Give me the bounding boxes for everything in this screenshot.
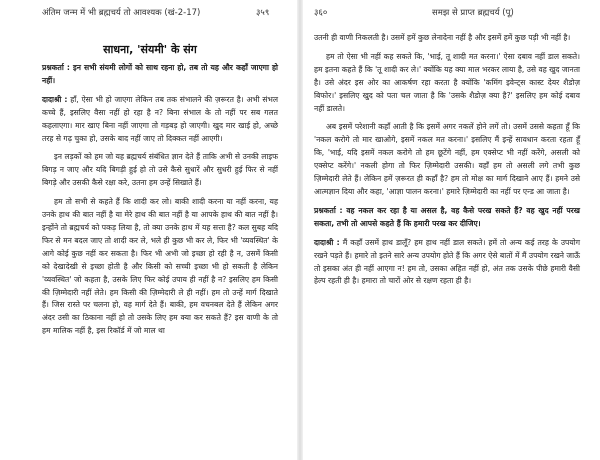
running-header: समझ से प्राप्त ब्रह्मचर्य (पू) xyxy=(432,8,514,18)
speaker-label: प्रश्नकर्ता : xyxy=(42,63,70,72)
page-body xyxy=(42,62,278,344)
speaker-label: दादाश्री : xyxy=(314,237,340,247)
paragraph-text: इन सभी संयमी लोगों को साथ रहना हो, तब तो यह और कहाँ जाएगा हो नहीं। xyxy=(42,63,278,85)
page-number: ३५९ xyxy=(256,8,270,18)
section-title: साधना, 'संयमी' के संग xyxy=(103,43,197,56)
right-page xyxy=(300,0,600,460)
dialogue-paragraph xyxy=(314,237,580,289)
speaker-label: प्रश्नकर्ता : xyxy=(314,205,343,215)
body-paragraph xyxy=(314,51,580,116)
dialogue-paragraph xyxy=(42,94,278,146)
paragraph-text: इन लड़कों को हम जो यह ब्रह्मचर्य संबंधित ज्ञान देते हैं ताकि अभी से उनकी लाइफ बिगड़ न जाए और यदि बिगड़ी हुई हो तो उसे कैसे सुधारें और सुधरी हुई फिर से नहीं बिगड़े और उसकी कैसे रक्षा करे, उतना हम उन्हें सिखाते हैं। xyxy=(42,152,278,188)
paragraph-text: मैं कहाँ उसमें हाथ डालूँ? हम हाथ नहीं डाल सकते। हमें तो अन्य कई तरह के उपयोग रखने पड़ते हैं। हमारे तो इतने सारे अन्य उपयोग होते हैं कि अगर ऐसे बातों में मैं उपयोग रखने जाऊँ तो इसका अंत ही नहीं आएगा न! हम तो, उसका अहित नहीं हो, अंत तक उसके पीछे हमारी वैसी हेल्प रहती ही है। हमारा तो चारों ओर से रक्षण रहता ही है। xyxy=(314,237,580,286)
running-header: अंतिम जन्म में भी ब्रह्मचर्य तो आवश्यक (खं-2-17) xyxy=(42,8,201,18)
page-body xyxy=(314,32,580,294)
body-paragraph xyxy=(42,196,278,338)
body-paragraph xyxy=(42,151,278,190)
dialogue-paragraph xyxy=(42,62,278,88)
paragraph-text: अब इसमें परेशानी कहाँ आती है कि इसमें अगर नकलें होने लगें तो। उसमें उससे कहता हूँ कि 'नकल करोगे तो मार खाओगे, इसमें नकल मत करना।' इसलिए मैं इन्हें सावधान करता रहता हूँ कि, 'भाई, यदि इसमें नकल करोगे तो हम छूटेंगे नहीं, हम एक्सेप्ट भी नहीं करेंगे, असली को एक्सेप्ट करेंगे।' नकली होगा तो फिर ज़िम्मेदारी उसकी। वहाँ हम तो असली लगे तभी कुछ ज़िम्मेदारी लेते हैं। लेकिन हमें ज़रूरत ही कहाँ है? हम तो मोक्ष का मार्ग दिखाने आए हैं। हमने उसे आत्मज्ञान दिया और कहा, 'आज्ञा पालन करना।' हमारे ज़िम्मेदारी का नहीं पर एन्ड आ जाता है। xyxy=(314,122,580,196)
paragraph-text: हम तो सभी से कहते हैं कि शादी कर लो। बाकी शादी करना या नहीं करना, यह उनके हाथ की बात नहीं है या मेरे हाथ की बात नहीं है या आपके हाथ की बात नहीं है। इन्होंने तो ब्रह्मचर्य को पकड़ लिया है, तो क्या उनके हाथ में यह सत्ता है? कल सुबह यदि फिर से मन बदल जाए तो शादी कर ले, भले ही कुछ भी कर ले, फिर भी 'व्यवस्थित' के आगे कोई कुछ नहीं कर सकता है। फिर भी अभी जो इच्छा हो रही है न, उसमें किसी को देखादेखी से इच्छा होती है और किसी को सच्ची इच्छा भी हो सकती है लेकिन 'व्यवस्थित' जो कहता है, उसके लिए फिर कोई उपाय ही नहीं है न? इसलिए हम किसी की ज़िम्मेदारी नहीं लेते। हम किसी की ज़िम्मेदारी ले ही नहीं। हम तो उन्हें मार्ग दिखाते हैं। जिस रास्ते पर चलना हो, वह मार्ग देते हैं। बाकी, हम वचनबल देते हैं लेकिन अगर अंदर उसी का ठिकाना नहीं हो तो उसके लिए हम क्या कर सकते हैं? इस वाणी के तो हम मालिक नहीं है, इस रिकॉर्ड में जो माल था xyxy=(42,197,278,336)
speaker-label: दादाश्री : xyxy=(42,94,68,104)
paragraph-text: उतनी ही वाणी निकलती है। उसमें हमें कुछ लेनादेना नहीं है और इसमें हमें कुछ पड़ी भी नहीं है। xyxy=(314,33,571,42)
body-paragraph xyxy=(314,121,580,198)
body-paragraph xyxy=(314,32,580,45)
paragraph-text: हम तो ऐसा भी नहीं कह सकते कि, 'भाई, तू शादी मत करना।' ऐसा दबाव नहीं डाल सकते। हम इतना कहते हैं कि 'तू शादी कर ले।' क्योंकि यह क्या माल भरकर लाया है, उसे वह खुद जानता है। उसे अंदर इस ओर का आकर्षण रहा करता है क्योंकि 'कमिंग इवेन्ट्स कास्ट देयर शैडोज़ बिफोर।' इसलिए खुद को पता चल जाता है कि 'उसके शैडोज़ क्या है?' इसलिए हम कोई दबाव नहीं डालते। xyxy=(314,51,580,113)
paragraph-text: हाँ, ऐसा भी हो जाएगा लेकिन तब तक संभालने की ज़रूरत है। अभी संभल कच्चे हैं, इसलिए वैसा नहीं हो रहा है न? बिना संभाल के तो नहीं पर सब गलत कहलाएगा। मार खाए बिना नहीं जाएगा तो गड़बड़ हो जाएगी। खुद मार खाई हो, अच्छे तरह से गढ़ चुका हो, उसके बाद नहीं जाए तो दिक्कत नहीं आएगी। xyxy=(42,94,278,143)
paragraph-text: वह नकल कर रहा है या असल है, वह कैसे परख सकते हैं? वह खुद नहीं परख सकता, तभी तो आपसे कहते हैं कि हमारी परख कर दीजिए। xyxy=(314,205,580,228)
page-number: ३६० xyxy=(314,8,328,18)
dialogue-paragraph xyxy=(314,205,580,231)
